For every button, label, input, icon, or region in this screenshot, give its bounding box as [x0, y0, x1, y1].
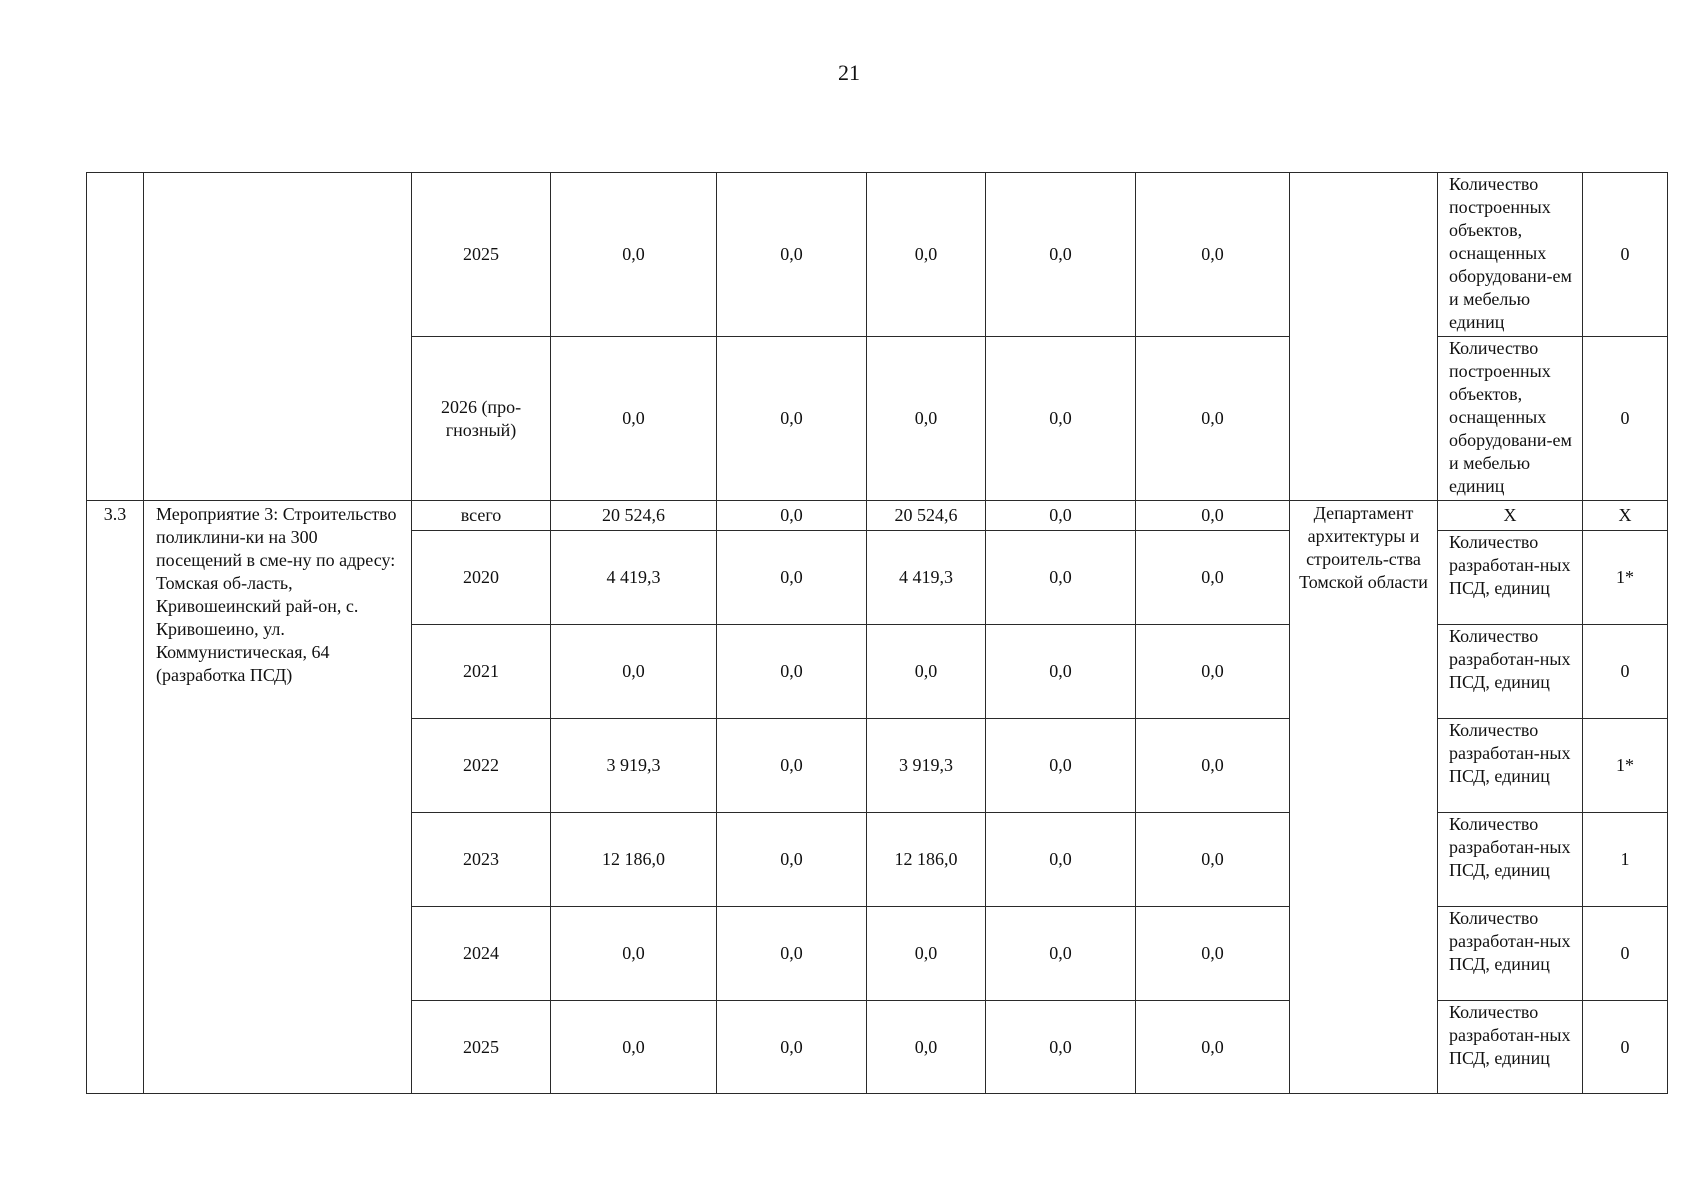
other-sources-cell: 0,0	[1136, 531, 1290, 625]
table-row	[87, 501, 1668, 531]
federal-budget-cell: 0,0	[717, 173, 867, 337]
indicator-value-cell: 1*	[1583, 719, 1668, 813]
indicator-cell: Количество разработан-ных ПСД, единиц	[1438, 719, 1583, 813]
local-budget-cell: 0,0	[986, 813, 1136, 907]
year-cell: 2020	[412, 531, 551, 625]
total-cell: 20 524,6	[551, 501, 717, 531]
indicator-cell: Х	[1438, 501, 1583, 531]
regional-budget-cell: 0,0	[867, 1001, 986, 1094]
indicator-value-cell: 1	[1583, 813, 1668, 907]
year-cell: 2024	[412, 907, 551, 1001]
total-cell: 0,0	[551, 625, 717, 719]
federal-budget-cell: 0,0	[717, 907, 867, 1001]
federal-budget-cell: 0,0	[717, 625, 867, 719]
indicator-cell: Количество построенных объектов, оснащенных оборудовани-ем и мебелью единиц	[1438, 173, 1583, 337]
year-cell: 2021	[412, 625, 551, 719]
total-cell: 0,0	[551, 907, 717, 1001]
year-cell: 2023	[412, 813, 551, 907]
federal-budget-cell: 0,0	[717, 1001, 867, 1094]
local-budget-cell: 0,0	[986, 719, 1136, 813]
federal-budget-cell: 0,0	[717, 719, 867, 813]
indicator-cell: Количество разработан-ных ПСД, единиц	[1438, 813, 1583, 907]
local-budget-cell: 0,0	[986, 501, 1136, 531]
indicator-cell: Количество разработан-ных ПСД, единиц	[1438, 907, 1583, 1001]
other-sources-cell: 0,0	[1136, 1001, 1290, 1094]
other-sources-cell: 0,0	[1136, 719, 1290, 813]
table-row	[87, 173, 1668, 337]
year-cell: 2025	[412, 173, 551, 337]
measure-number: 3.3	[87, 501, 144, 1094]
program-table	[86, 172, 1668, 1094]
year-cell: 2022	[412, 719, 551, 813]
regional-budget-cell: 0,0	[867, 337, 986, 501]
indicator-cell: Количество разработан-ных ПСД, единиц	[1438, 531, 1583, 625]
federal-budget-cell: 0,0	[717, 531, 867, 625]
indicator-value-cell: Х	[1583, 501, 1668, 531]
local-budget-cell: 0,0	[986, 625, 1136, 719]
local-budget-cell: 0,0	[986, 531, 1136, 625]
measure-number-cell	[87, 173, 144, 501]
local-budget-cell: 0,0	[986, 907, 1136, 1001]
total-cell: 4 419,3	[551, 531, 717, 625]
regional-budget-cell: 20 524,6	[867, 501, 986, 531]
indicator-value-cell: 0	[1583, 625, 1668, 719]
local-budget-cell: 0,0	[986, 337, 1136, 501]
local-budget-cell: 0,0	[986, 173, 1136, 337]
other-sources-cell: 0,0	[1136, 501, 1290, 531]
federal-budget-cell: 0,0	[717, 337, 867, 501]
measure-title: Мероприятие 3: Строительство поликлини-ки на 300 посещений в сме-ну по адресу: Томская об-ласть, Кривошеинский рай-он, с. Кривошеино, ул. Коммунистическая, 64 (разработка ПСД)	[144, 501, 412, 1094]
regional-budget-cell: 4 419,3	[867, 531, 986, 625]
other-sources-cell: 0,0	[1136, 625, 1290, 719]
total-cell: 0,0	[551, 337, 717, 501]
indicator-value-cell: 0	[1583, 907, 1668, 1001]
other-sources-cell: 0,0	[1136, 907, 1290, 1001]
indicator-value-cell: 0	[1583, 1001, 1668, 1094]
total-cell: 3 919,3	[551, 719, 717, 813]
local-budget-cell: 0,0	[986, 1001, 1136, 1094]
indicator-value-cell: 0	[1583, 173, 1668, 337]
year-cell: всего	[412, 501, 551, 531]
federal-budget-cell: 0,0	[717, 813, 867, 907]
indicator-value-cell: 1*	[1583, 531, 1668, 625]
federal-budget-cell: 0,0	[717, 501, 867, 531]
responsible-department: Департамент архитектуры и строитель-ства Томской области	[1290, 501, 1438, 1094]
total-cell: 12 186,0	[551, 813, 717, 907]
regional-budget-cell: 0,0	[867, 907, 986, 1001]
regional-budget-cell: 0,0	[867, 173, 986, 337]
year-cell: 2025	[412, 1001, 551, 1094]
regional-budget-cell: 12 186,0	[867, 813, 986, 907]
total-cell: 0,0	[551, 1001, 717, 1094]
indicator-cell: Количество разработан-ных ПСД, единиц	[1438, 1001, 1583, 1094]
total-cell: 0,0	[551, 173, 717, 337]
department-cell	[1290, 173, 1438, 501]
indicator-cell: Количество построенных объектов, оснащенных оборудовани-ем и мебелью единиц	[1438, 337, 1583, 501]
other-sources-cell: 0,0	[1136, 337, 1290, 501]
other-sources-cell: 0,0	[1136, 173, 1290, 337]
page-number: 21	[838, 60, 860, 85]
indicator-value-cell: 0	[1583, 337, 1668, 501]
year-cell: 2026 (про-гнозный)	[412, 337, 551, 501]
indicator-cell: Количество разработан-ных ПСД, единиц	[1438, 625, 1583, 719]
other-sources-cell: 0,0	[1136, 813, 1290, 907]
regional-budget-cell: 0,0	[867, 625, 986, 719]
measure-title-cell	[144, 173, 412, 501]
regional-budget-cell: 3 919,3	[867, 719, 986, 813]
